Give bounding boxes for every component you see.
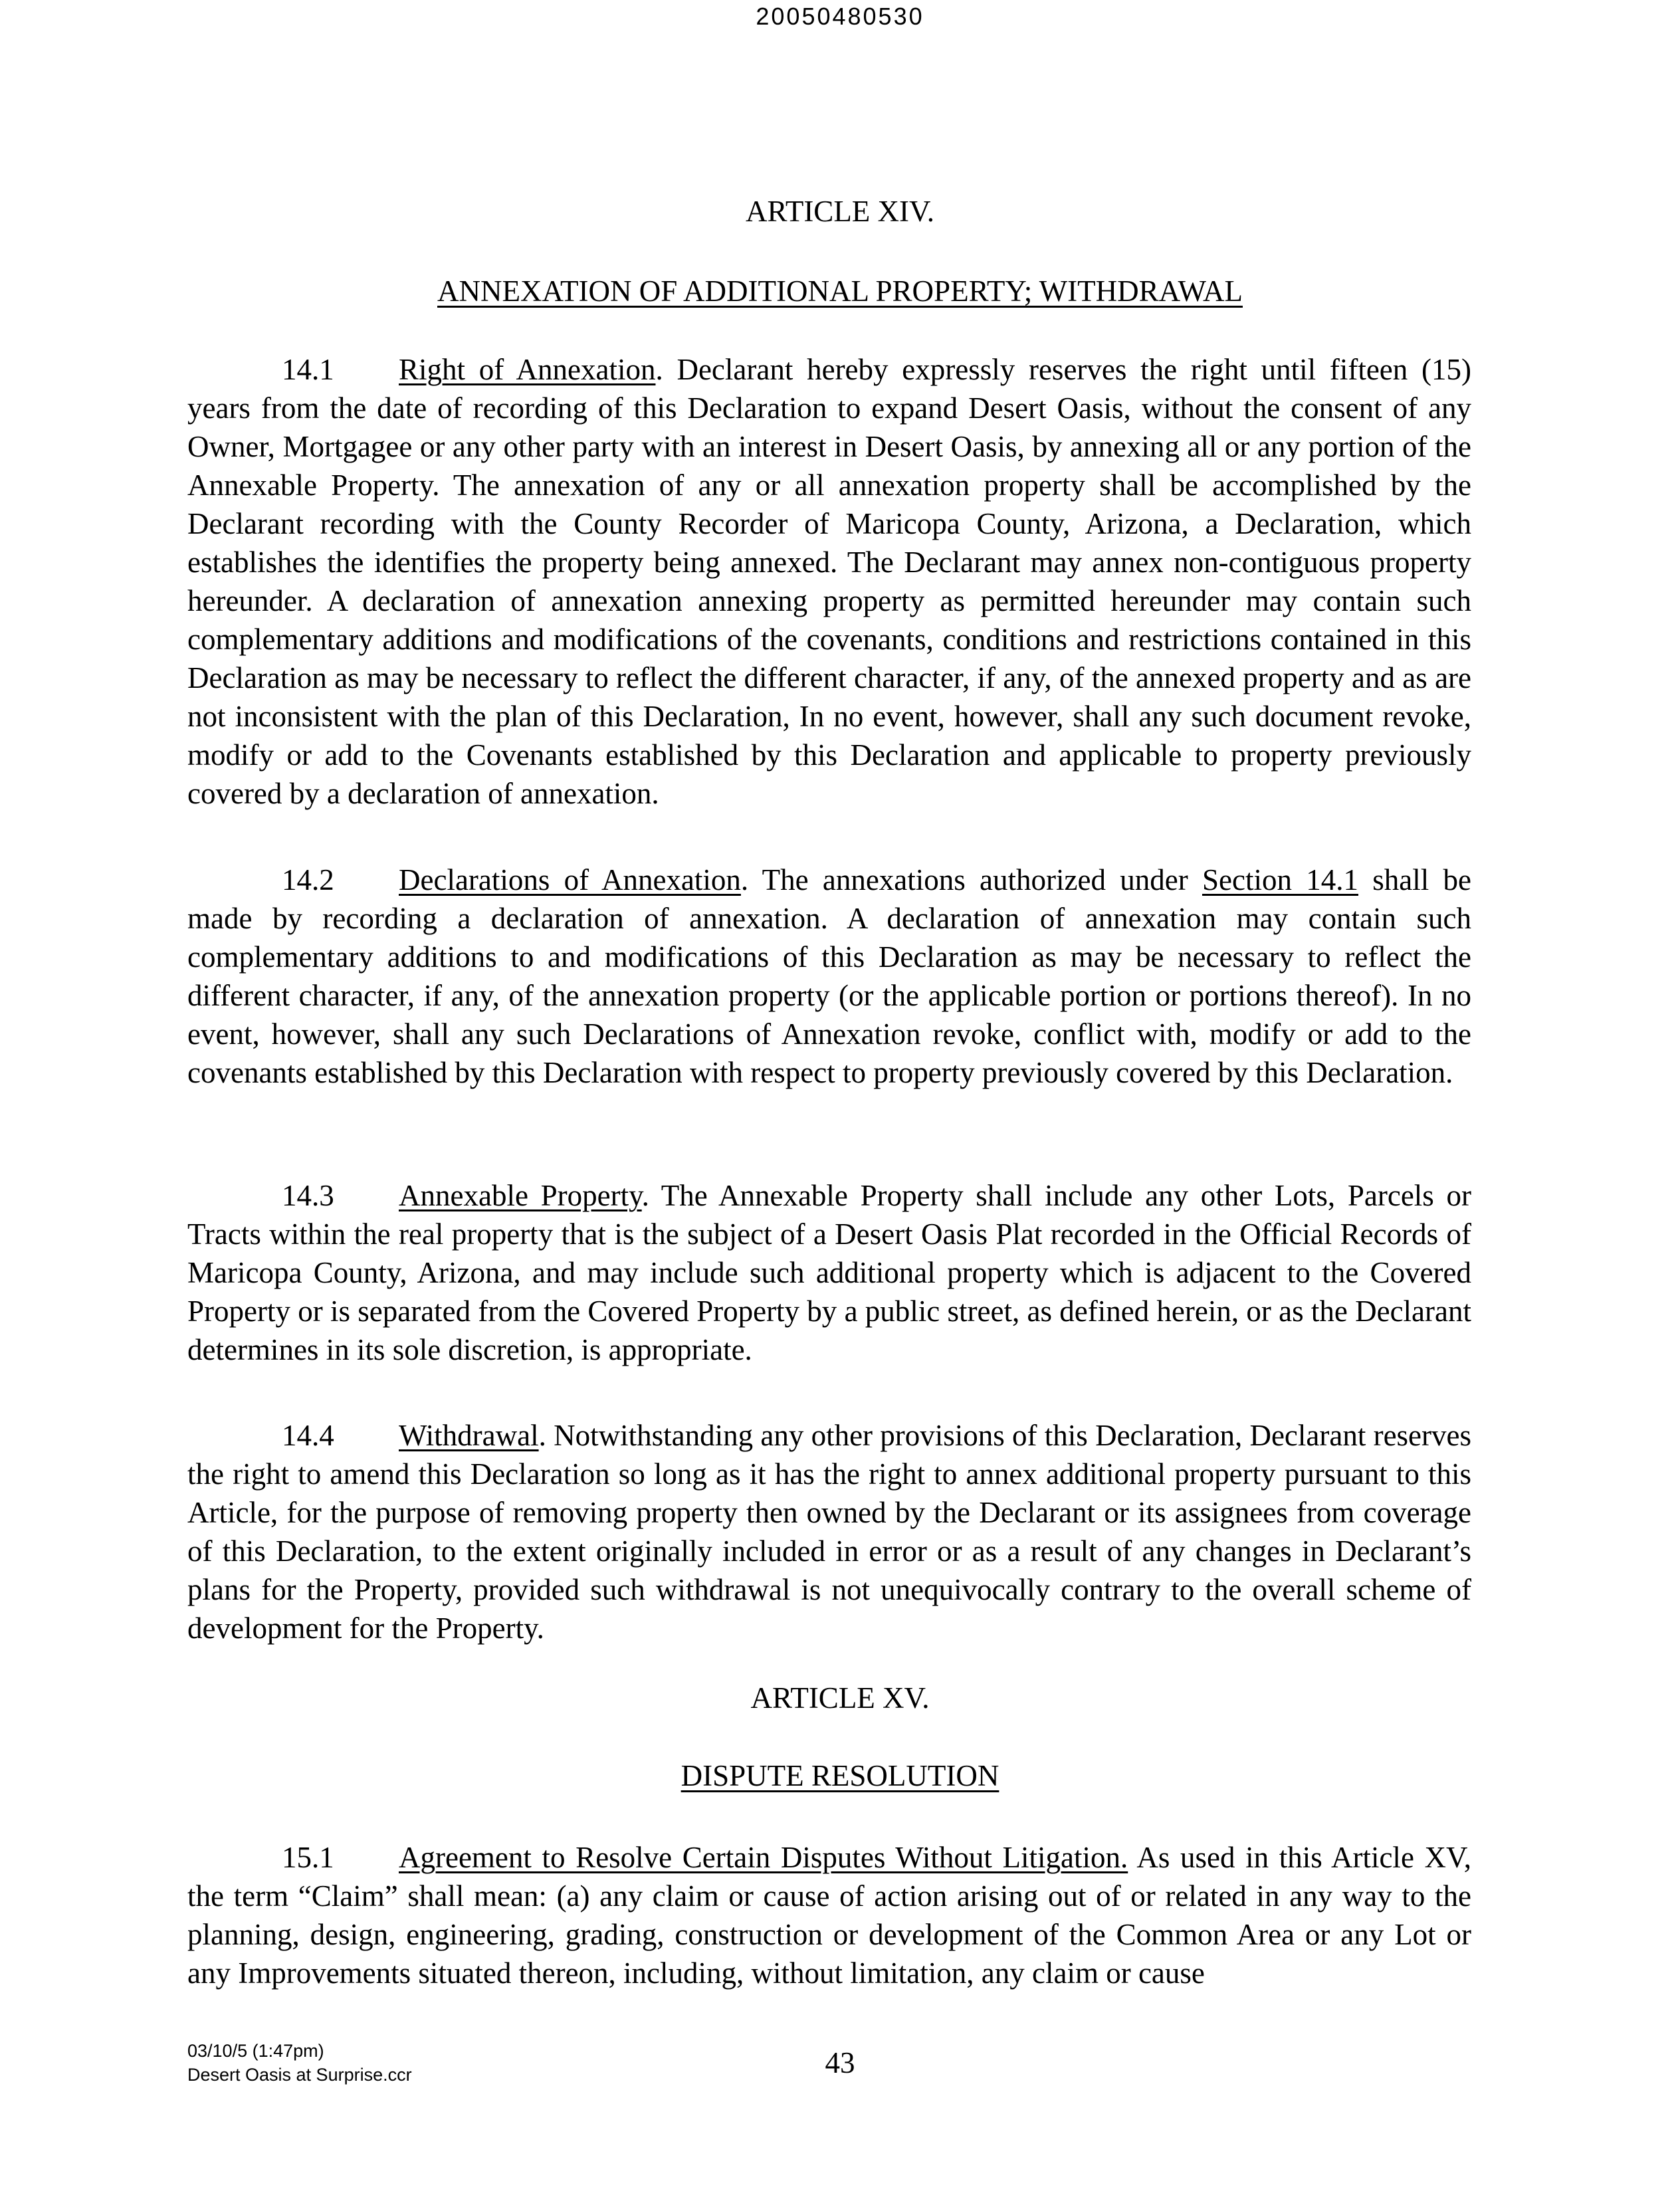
footer-date: 03/10/5 (1:47pm) — [187, 2041, 324, 2061]
section-text-lead: . The annexations authorized under — [740, 863, 1202, 896]
article-14-title — [0, 276, 1680, 306]
article-15-title-text: DISPUTE RESOLUTION — [681, 1759, 999, 1792]
section-number: 14.4 — [282, 1419, 334, 1452]
article-14-title-text: ANNEXATION OF ADDITIONAL PROPERTY; WITHDRAWAL — [437, 274, 1243, 308]
section-number: 14.2 — [282, 863, 334, 896]
section-14-4 — [187, 1416, 1471, 1647]
article-14-heading: ARTICLE XIV. — [746, 195, 934, 228]
article-15-title — [0, 1761, 1680, 1791]
section-15-1 — [187, 1838, 1471, 1992]
document-number: 20050480530 — [756, 3, 924, 30]
section-number: 14.1 — [282, 353, 334, 386]
section-text: shall be made by recording a declaration of annexation. A declaration of annexation may contain such complementary additions to and modifications of this Declaration as may be necessary to reflect the different character, if any, of the annexation property (or the applicable portion or portions thereof). In no event, however, shall any such Declarations of Annexation revoke, conflict with, modify or add to the covenants established by this Declaration with respect to property previously covered by this Declaration. — [187, 863, 1472, 1089]
section-title: Right of Annexation — [399, 353, 656, 386]
section-14-1 — [187, 350, 1471, 813]
section-text: As used in this Article XV, the term “Claim” shall mean: (a) any claim or cause of action arising out of or related in any way to the planning, design, engineering, grading, construction or development of the Common Area or any Lot or any Improvements situated thereon, including, without limitation, any claim or cause — [187, 1841, 1471, 1990]
section-number: 14.3 — [282, 1179, 334, 1212]
footer-file-name: Desert Oasis at Surprise.ccr — [187, 2065, 412, 2085]
section-14-2 — [187, 861, 1471, 1092]
section-text: . Declarant hereby expressly reserves the right until fifteen (15) years from the date of recording of this Declaration to expand Desert Oasis, without the consent of any Owner, Mortgagee or any other party with an interest in Desert Oasis, by annexing all or any portion of the Annexable Property. The annexation of any or all annexation property shall be accomplished by the Declarant recording with the County Recorder of Maricopa County, Arizona, a Declaration, which establishes the identifies the property being annexed. The Declarant may annex non-contiguous property hereunder. A declaration of annexation annexing property as permitted hereunder may contain such complementary additions and modifications of the covenants, conditions and restrictions contained in this Declaration as may be necessary to reflect the different character, if any, of the annexed property and as are not inconsistent with the plan of this Declaration, In no event, however, shall any such document revoke, modify or add to the Covenants established by this Declaration and applicable to property previously covered by a declaration of annexation. — [187, 353, 1471, 810]
section-number: 15.1 — [282, 1841, 334, 1874]
section-14-3 — [187, 1176, 1471, 1369]
section-title: Annexable Property — [399, 1179, 642, 1212]
page-number: 43 — [825, 2046, 855, 2079]
section-text: . The Annexable Property shall include any other Lots, Parcels or Tracts within the real property that is the subject of a Desert Oasis Plat recorded in the Official Records of Maricopa County, Arizona, and may include such additional property which is adjacent to the Covered Property or is separated from the Covered Property by a public street, as defined herein, or as the Declarant determines in its sole discretion, is appropriate. — [187, 1179, 1471, 1366]
section-reference: Section 14.1 — [1202, 863, 1358, 896]
section-title: Agreement to Resolve Certain Disputes Without Litigation. — [399, 1841, 1128, 1874]
article-15-heading: ARTICLE XV. — [750, 1681, 930, 1715]
section-title: Withdrawal — [399, 1419, 539, 1452]
section-title: Declarations of Annexation — [399, 863, 741, 896]
section-text: . Notwithstanding any other provisions of this Declaration, Declarant reserves the right to amend this Declaration so long as it has the right to annex additional property pursuant to this Article, for the purpose of removing property then owned by the Declarant or its assignees from coverage of this Declaration, to the extent originally included in error or as a result of any changes in Declarant’s plans for the Property, provided such withdrawal is not unequivocally contrary to the overall scheme of development for the Property. — [187, 1419, 1471, 1645]
